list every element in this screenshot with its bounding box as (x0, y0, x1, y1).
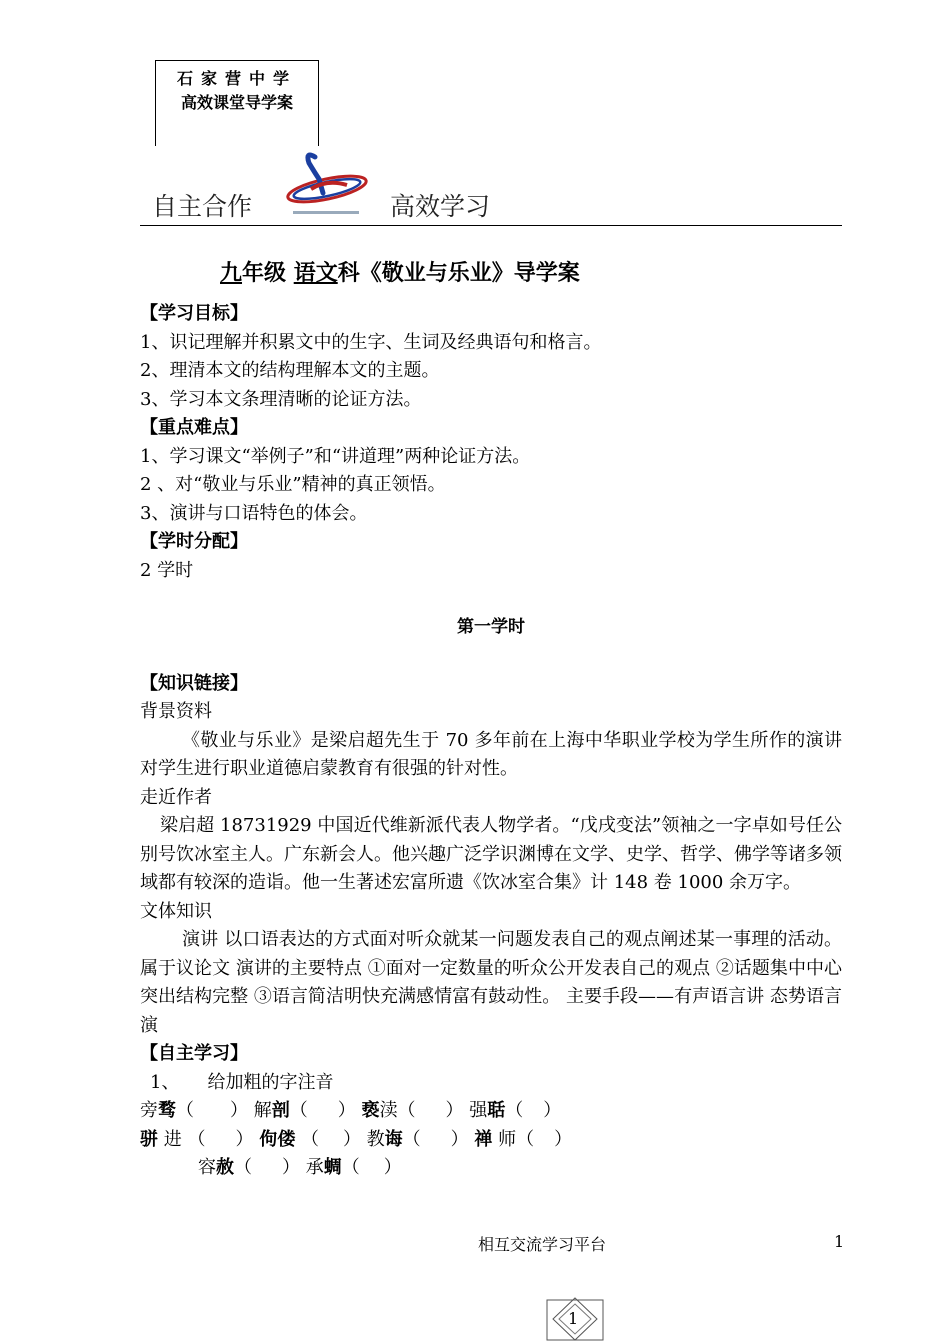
author-label: 走近作者 (140, 786, 212, 808)
title-subject: 语文 (293, 261, 338, 286)
pinyin-row-1 (140, 1097, 842, 1126)
word-item: 骈 进 （ ） (140, 1128, 254, 1150)
banner (140, 145, 840, 229)
word-item: 佝偻 （ ） (259, 1128, 361, 1150)
header-rule (140, 225, 842, 226)
title-grade-suffix: 年级 (242, 261, 287, 286)
school-header-box (155, 60, 319, 146)
school-name: 石家营中学 (176, 69, 297, 88)
session-title: 第一学时 (457, 617, 525, 637)
content (140, 300, 842, 1183)
knowledge-heading: 【知识链接】 (140, 672, 248, 694)
footer-platform: 相互交流学习平台 (478, 1235, 607, 1254)
pinyin-row-2 (140, 1126, 842, 1155)
footer-page-number: 1 (834, 1232, 845, 1251)
word-item: 禅 师（ ） (474, 1128, 573, 1150)
page-title (220, 256, 580, 287)
time-heading: 【学时分配】 (140, 531, 248, 552)
banner-right-text: 高效学习 (390, 192, 491, 221)
goal-item: 1、识记理解并积累文中的生字、生词及经典语句和格言。 (140, 331, 602, 353)
author-text: 梁启超 18731929 中国近代维新派代表人物学者。“戊戌变法”领袖之一字卓如号任公别号饮冰室主人。广东新会人。他兴趣广泛学识渊博在文学、史学、哲学、佛学等诸多领域都有较深的造诣。他一生著述宏富所遗《饮冰室合集》计 148 卷 1000 余万字。 (140, 815, 842, 893)
title-lesson: 《敬业与乐业》导学案 (359, 261, 580, 286)
focus-item: 1、学习课文“举例子”和“讲道理”两种论证方法。 (140, 445, 531, 467)
goals-heading: 【学习目标】 (140, 303, 248, 324)
background-label: 背景资料 (140, 701, 212, 722)
word-item: 容赦（ ） (198, 1157, 300, 1178)
time-value: 2 学时 (140, 559, 194, 581)
word-item: 解剖（ ） (253, 1100, 356, 1121)
title-grade: 九 (220, 261, 243, 286)
question-text: 给加粗的字注音 (207, 1071, 334, 1093)
question-number: 1、 (150, 1071, 180, 1093)
title-subject-suffix: 科 (337, 261, 360, 286)
genre-text: 演讲 以口语表达的方式面对听众就某一问题发表自己的观点阐述某一事理的活动。属于议论文 演讲的主要特点 ①面对一定数量的听众公开发表自己的观点 ②话题集中中心突出结构完整 ③语言简洁明快充满感情富有鼓动性。 主要手段——有声语言讲 态势语言演 (140, 929, 842, 1036)
school-subtitle: 高效课堂导学案 (180, 93, 293, 112)
self-study-heading: 【自主学习】 (140, 1043, 248, 1064)
focus-item: 2 、对“敬业与乐业”精神的真正领悟。 (140, 474, 446, 495)
pinyin-row-3 (140, 1154, 842, 1183)
background-text: 《敬业与乐业》是梁启超先生于 70 多年前在上海中华职业学校为学生所作的演讲对学生进行职业道德启蒙教育有很强的针对性。 (140, 729, 842, 779)
focus-item: 3、演讲与口语特色的体会。 (140, 502, 368, 524)
word-item: 亵渎（ ） (361, 1100, 464, 1121)
question-1 (140, 1069, 842, 1098)
school-logo-icon (275, 149, 385, 221)
word-item: 承蜩（ ） (305, 1157, 402, 1178)
word-item: 旁骛（ ） (140, 1100, 248, 1121)
word-item: 强聒（ ） (469, 1100, 562, 1121)
goal-item: 3、学习本文条理清晰的论证方法。 (140, 388, 422, 410)
goal-item: 2、理清本文的结构理解本文的主题。 (140, 360, 440, 381)
banner-left-text: 自主合作 (152, 192, 253, 221)
focus-heading: 【重点难点】 (140, 417, 248, 438)
genre-label: 文体知识 (140, 900, 212, 922)
seal-page-number: 1 (568, 1309, 579, 1328)
word-item: 教诲（ ） (366, 1128, 469, 1150)
